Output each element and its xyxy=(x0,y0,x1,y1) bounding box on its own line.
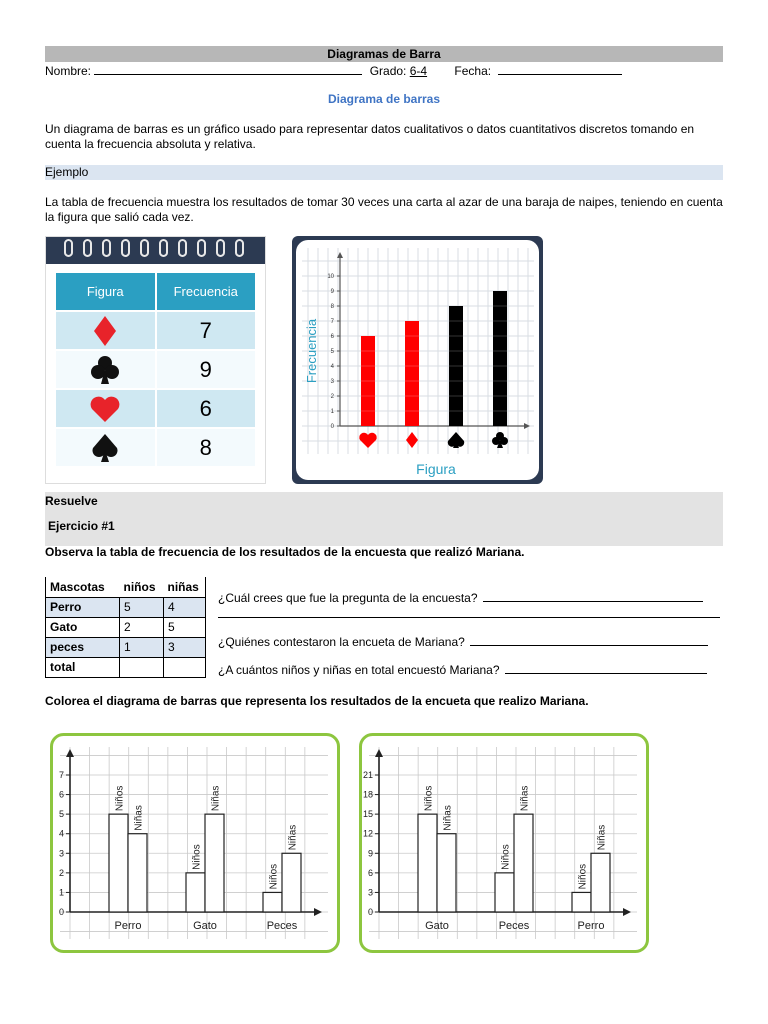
category-label: Perro xyxy=(114,920,142,932)
row-label: Gato xyxy=(46,617,120,637)
club-icon xyxy=(56,351,157,388)
header-ninos: niños xyxy=(123,579,156,594)
category-label: Gato xyxy=(425,920,449,932)
ninas-cell: 3 xyxy=(164,637,206,657)
bar xyxy=(128,834,147,912)
bar-label: Niñas xyxy=(519,785,531,812)
bar xyxy=(405,321,419,426)
card-bar-chart xyxy=(296,240,539,480)
y-tick-label: 10 xyxy=(327,274,334,280)
ninas-total-input[interactable] xyxy=(164,657,206,677)
bar xyxy=(186,873,205,912)
bar-label: Niñas xyxy=(287,824,299,851)
answer-3-field[interactable] xyxy=(505,662,707,674)
bar-label: Niños xyxy=(423,785,435,812)
bar-label: Niñas xyxy=(596,824,608,851)
student-info-row xyxy=(45,63,723,79)
grade-label: Grado: xyxy=(369,64,407,78)
bar xyxy=(572,892,591,912)
ring-icon xyxy=(140,239,149,257)
bar-label: Niñas xyxy=(442,805,454,831)
bar-label: Niños xyxy=(500,844,512,870)
frequency-value: 7 xyxy=(199,317,212,343)
bar-label: Niños xyxy=(577,863,589,890)
example-label: Ejemplo xyxy=(45,165,723,180)
heart-icon xyxy=(56,390,157,427)
y-tick-label: 7 xyxy=(330,319,334,325)
bar-label: Niñas xyxy=(210,785,222,812)
notepad-top-bar xyxy=(46,237,265,264)
bar xyxy=(263,892,282,912)
ring-icon xyxy=(121,239,130,257)
ring-icon xyxy=(216,239,225,257)
card-frequency-table xyxy=(45,236,266,484)
row-label: peces xyxy=(46,637,120,657)
exercise-label: Ejercicio #1 xyxy=(48,519,115,533)
ninas-cell: 5 xyxy=(164,617,206,637)
ring-icon xyxy=(235,239,244,257)
y-tick-label: 6 xyxy=(330,334,334,340)
table-row xyxy=(56,349,255,388)
club-icon xyxy=(492,432,508,448)
y-tick-label: 12 xyxy=(362,828,373,839)
x-axis-arrow xyxy=(524,423,530,429)
ninas-cell: 4 xyxy=(164,597,206,617)
question-1 xyxy=(218,590,703,605)
header-ninas: niñas xyxy=(164,577,206,597)
solve-label: Resuelve xyxy=(45,494,98,508)
intro-paragraph: Un diagrama de barras es un gráfico usado para representar datos cualitativos o datos cuantitativos discretos tomando en cuenta la frecuencia absoluta y relativa. xyxy=(45,122,695,151)
example-paragraph: La tabla de frecuencia muestra los resultados de tomar 30 veces una carta al azar de una baraja de naipes, teniendo en cuenta la figura que salió cada vez. xyxy=(45,195,723,224)
question-3 xyxy=(218,662,707,677)
y-tick-label: 3 xyxy=(330,379,334,385)
y-axis-label: Frecuencia xyxy=(304,318,319,384)
row-label: Perro xyxy=(46,597,120,617)
bar-label: Niños xyxy=(191,844,203,870)
solve-band xyxy=(45,492,723,546)
category-label: Peces xyxy=(498,920,530,932)
y-tick-label: 0 xyxy=(367,907,373,917)
pets-table-header xyxy=(46,577,206,597)
y-tick-label: 9 xyxy=(330,289,334,295)
bar xyxy=(591,853,610,912)
ninos-total-input[interactable] xyxy=(120,657,164,677)
y-tick-label: 21 xyxy=(362,770,373,780)
date-field[interactable] xyxy=(498,63,622,75)
pets-bar-chart-a[interactable] xyxy=(50,733,340,953)
ring-icon xyxy=(197,239,206,257)
bar xyxy=(495,873,514,912)
y-tick-label: 3 xyxy=(58,848,64,859)
y-tick-label: 2 xyxy=(330,394,334,400)
ring-icon xyxy=(178,239,187,257)
y-tick-label: 18 xyxy=(362,789,373,800)
table-row xyxy=(56,427,255,466)
grade-value: 6-4 xyxy=(409,64,428,78)
card-table-grid xyxy=(56,273,255,466)
y-tick-label: 8 xyxy=(330,304,334,310)
ring-icon xyxy=(64,239,73,257)
question-2 xyxy=(218,634,708,649)
y-tick-label: 15 xyxy=(362,809,373,820)
name-label: Nombre: xyxy=(45,64,92,78)
bar xyxy=(205,814,224,912)
question-3-text: ¿A cuántos niños y niñas en total encuestó Mariana? xyxy=(218,663,500,677)
diamond-icon xyxy=(56,312,157,349)
bar-label: Niños xyxy=(268,863,280,890)
bar-label: Niños xyxy=(114,785,126,812)
row-label: total xyxy=(46,657,120,677)
frequency-value: 9 xyxy=(199,356,212,382)
frecuencia-header: Frecuencia xyxy=(173,284,238,299)
card-chart-frame xyxy=(292,236,543,484)
bar xyxy=(493,291,507,426)
ninos-cell: 2 xyxy=(120,617,164,637)
y-tick-label: 1 xyxy=(330,409,334,415)
section-subtitle: Diagrama de barras xyxy=(327,92,441,106)
question-1-text: ¿Cuál crees que fue la pregunta de la encuesta? xyxy=(218,591,478,605)
bar xyxy=(109,814,128,912)
table-row xyxy=(46,637,206,657)
ring-icon xyxy=(102,239,111,257)
question-2-text: ¿Quiénes contestaron la encueta de Mariana? xyxy=(218,635,465,649)
ninos-cell: 1 xyxy=(120,637,164,657)
date-label: Fecha: xyxy=(454,64,492,78)
bar-label: Niñas xyxy=(133,805,145,831)
answer-1-field[interactable] xyxy=(483,590,703,602)
bar xyxy=(282,853,301,912)
category-label: Perro xyxy=(577,920,605,932)
table-row xyxy=(56,310,255,349)
card-table-header xyxy=(56,273,255,310)
category-label: Gato xyxy=(193,920,217,932)
ring-icon xyxy=(83,239,92,257)
y-tick-label: 6 xyxy=(367,867,373,878)
category-label: Peces xyxy=(266,920,298,932)
table-row xyxy=(46,597,206,617)
y-tick-label: 0 xyxy=(58,907,64,917)
ring-icon xyxy=(159,239,168,257)
heart-shape xyxy=(359,433,376,448)
header-mascotas: Mascotas xyxy=(46,577,120,597)
y-tick-label: 4 xyxy=(58,828,64,839)
frequency-value: 8 xyxy=(199,434,212,460)
y-tick-label: 4 xyxy=(330,364,334,370)
y-tick-label: 1 xyxy=(58,887,64,898)
table-row xyxy=(46,617,206,637)
figura-header: Figura xyxy=(56,273,157,310)
y-tick-label: 6 xyxy=(58,789,64,800)
ninos-cell: 5 xyxy=(120,597,164,617)
table-row xyxy=(56,388,255,427)
spade-icon xyxy=(448,432,465,448)
heart-icon xyxy=(359,433,376,448)
spade-icon xyxy=(56,429,157,466)
pets-bar-chart-b[interactable] xyxy=(359,733,649,953)
bar xyxy=(437,834,456,912)
answer-1-extra-line[interactable] xyxy=(218,617,720,618)
name-field[interactable] xyxy=(94,63,362,75)
y-tick-label: 7 xyxy=(58,770,64,780)
worksheet-title: Diagramas de Barra xyxy=(45,46,723,62)
y-tick-label: 0 xyxy=(330,424,334,430)
bar xyxy=(514,814,533,912)
y-tick-label: 2 xyxy=(58,867,64,878)
answer-2-field[interactable] xyxy=(470,634,708,646)
y-tick-label: 5 xyxy=(330,349,334,355)
table-row xyxy=(46,657,206,677)
x-axis-label: Figura xyxy=(416,461,456,477)
y-tick-label: 5 xyxy=(58,809,64,820)
instruction-1: Observa la tabla de frecuencia de los resultados de la encuesta que realizó Mariana. xyxy=(45,545,525,559)
y-tick-label: 3 xyxy=(367,887,373,898)
pets-frequency-table xyxy=(45,577,206,678)
y-tick-label: 9 xyxy=(367,848,373,859)
frequency-value: 6 xyxy=(199,395,212,421)
bar xyxy=(418,814,437,912)
instruction-2: Colorea el diagrama de barras que representa los resultados de la encueta que realizo Mariana. xyxy=(45,694,589,708)
